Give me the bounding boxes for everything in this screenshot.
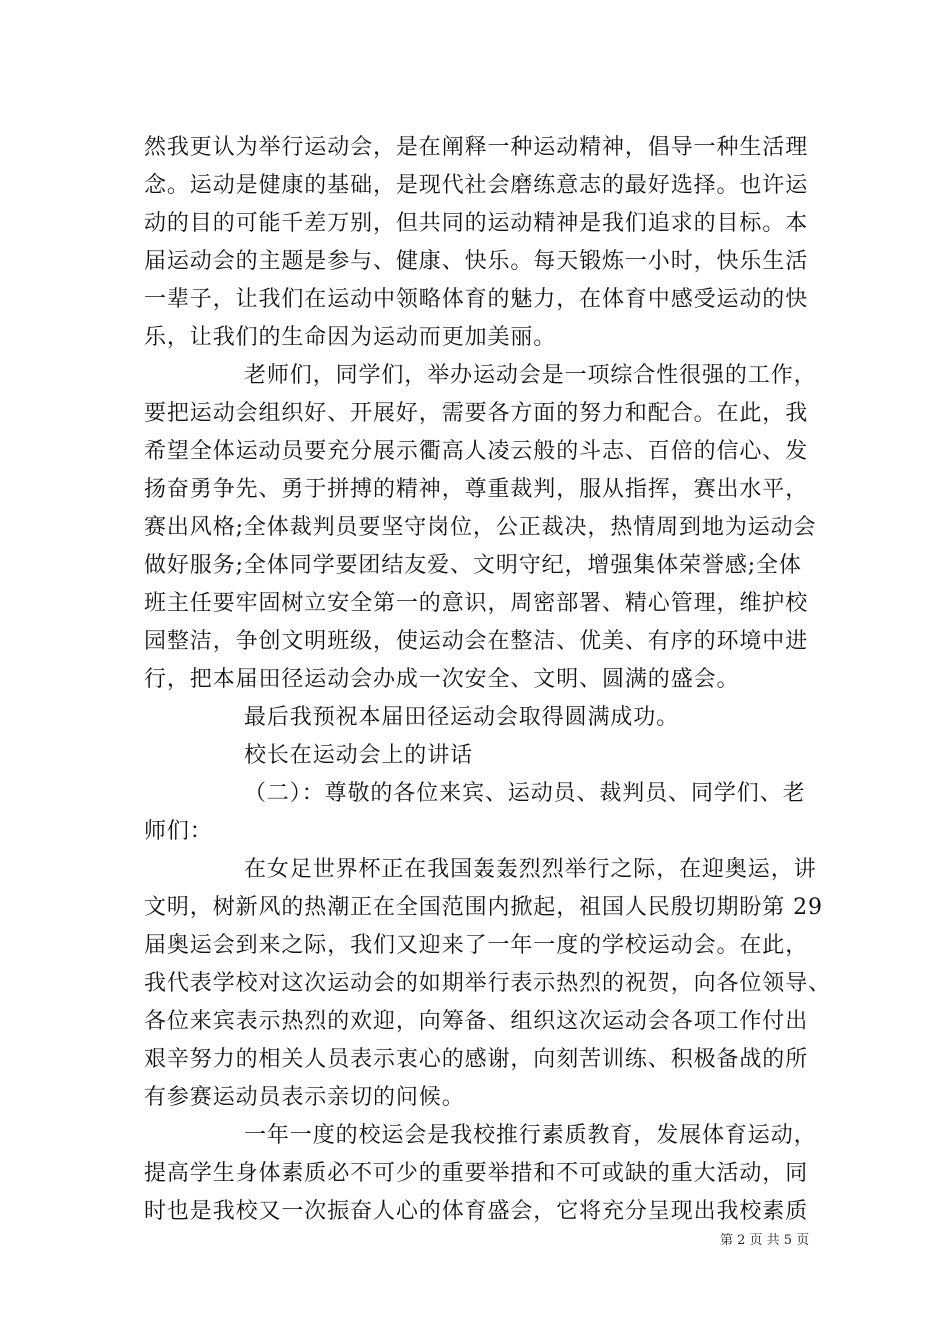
text-line: 园整洁，争创文明班级，使运动会在整洁、优美、有序的环境中进	[144, 629, 809, 654]
text-line: 文明，树新风的热潮正在全国范围内掀起，祖国人民殷切期盼第 29	[144, 895, 823, 920]
text-line: 老师们，同学们，举办运动会是一项综合性很强的工作，	[244, 363, 817, 388]
text-line: 乐，让我们的生命因为运动而更加美丽。	[144, 325, 557, 350]
text-line: 提高学生身体素质必不可少的重要举措和不可或缺的重大活动，同	[144, 1161, 809, 1186]
text-line: 扬奋勇争先、勇于拼搏的精神，尊重裁判，服从指挥，赛出水平，	[144, 477, 809, 502]
text-line: 要把运动会组织好、开展好，需要各方面的努力和配合。在此，我	[144, 401, 809, 426]
text-line: 然我更认为举行运动会，是在阐释一种运动精神，倡导一种生活理	[144, 135, 809, 160]
text-line: 行，把本届田径运动会办成一次安全、文明、圆满的盛会。	[144, 667, 740, 692]
text-line: 希望全体运动员要充分展示衢高人凌云般的斗志、百倍的信心、发	[144, 439, 809, 464]
text-line: 在女足世界杯正在我国轰轰烈烈举行之际，在迎奥运，讲	[244, 857, 817, 882]
text-line: 班主任要牢固树立安全第一的意识，周密部署、精心管理，维护校	[144, 591, 809, 616]
text-line: 一辈子，让我们在运动中领略体育的魅力，在体育中感受运动的快	[144, 287, 809, 312]
text-line: 届运动会的主题是参与、健康、快乐。每天锻炼一小时，快乐生活	[144, 249, 809, 274]
section-heading: 校长在运动会上的讲话	[244, 743, 474, 768]
text-line: 我代表学校对这次运动会的如期举行表示热烈的祝贺，向各位领导、	[144, 971, 832, 996]
text-line: 有参赛运动员表示亲切的问候。	[144, 1085, 465, 1110]
text-line: 届奥运会到来之际，我们又迎来了一年一度的学校运动会。在此，	[144, 933, 809, 958]
text-line: 最后我预祝本届田径运动会取得圆满成功。	[244, 705, 680, 730]
text-line: 赛出风格;全体裁判员要坚守岗位，公正裁决，热情周到地为运动会	[144, 515, 817, 540]
text-line: 一年一度的校运会是我校推行素质教育，发展体育运动，	[244, 1123, 817, 1148]
text-line: 时也是我校又一次振奋人心的体育盛会，它将充分呈现出我校素质	[144, 1199, 809, 1224]
text-line: （二）：尊敬的各位来宾、运动员、裁判员、同学们、老	[244, 781, 806, 806]
text-line: 艰辛努力的相关人员表示衷心的感谢，向刻苦训练、积极备战的所	[144, 1047, 809, 1072]
page-number-footer: 第 2 页 共 5 页	[720, 1233, 810, 1248]
text-line: 师们：	[144, 819, 213, 844]
text-line: 念。运动是健康的基础，是现代社会磨练意志的最好选择。也许运	[144, 173, 809, 198]
text-line: 动的目的可能千差万别，但共同的运动精神是我们追求的目标。本	[144, 211, 809, 236]
text-line: 做好服务;全体同学要团结友爱、文明守纪，增强集体荣誉感;全体	[144, 553, 802, 578]
text-line: 各位来宾表示热烈的欢迎，向筹备、组织这次运动会各项工作付出	[144, 1009, 809, 1034]
